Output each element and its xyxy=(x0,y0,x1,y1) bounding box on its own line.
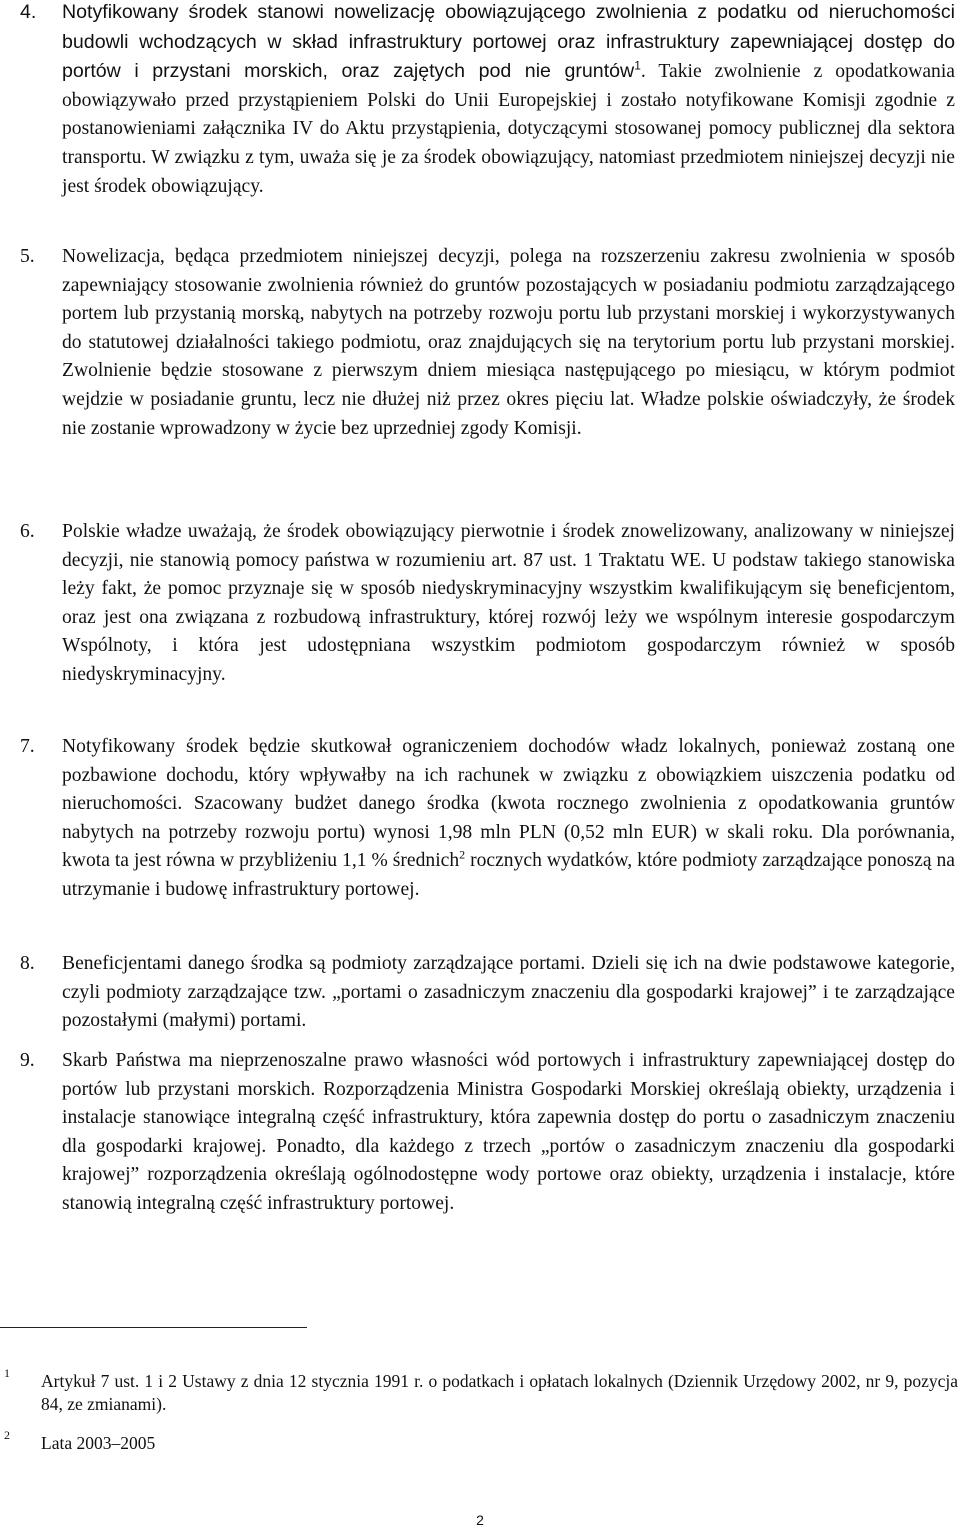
footnote-number: 1 xyxy=(4,1366,10,1380)
paragraph-6 xyxy=(20,518,955,690)
paragraph-number: 7. xyxy=(20,736,35,757)
footnote-number: 2 xyxy=(4,1428,10,1442)
paragraph-number: 5. xyxy=(20,246,35,267)
paragraph-number: 4. xyxy=(20,1,37,23)
footnote-text: Artykuł 7 ust. 1 i 2 Ustawy z dnia 12 stycznia 1991 r. o podatkach i opłatach lokalnych (Dziennik Urzędowy 2002, nr 9, pozycja 84, ze zmianami). xyxy=(41,1371,958,1414)
paragraph-text xyxy=(62,0,955,201)
footnote-separator xyxy=(0,1327,307,1328)
paragraph-text: Skarb Państwa ma nieprzenoszalne prawo własności wód portowych i infrastruktury zapewniającej dostęp do portów lub przystani morskich. Rozporządzenia Ministra Gospodarki Morskiej określają obiekty, urządzenia i instalacje stanowiące integralną część infrastruktury, która zapewnia dostęp do portu o zasadniczym znaczeniu dla gospodarki krajowej. Ponadto, dla każdego z trzech „portów o zasadniczym znaczeniu dla gospodarki krajowej” rozporządzenia określają ogólnodostępne wody portowe oraz obiekty, urządzenia i instalacje, które stanowią integralną część infrastruktury portowej. xyxy=(62,1050,955,1214)
paragraph-text-part: . Takie zwolnienie z opodatkowania obowiązywało przed przystąpieniem Polski do Unii Europejskiej i zostało notyfikowane Komisji zgodnie z postanowieniami załącznika IV do Aktu przystąpienia, dotyczącymi stosowanej pomocy publicznej dla sektora transportu. W związku z tym, uważa się je za środek obowiązujący, natomiast przedmiotem niniejszej decyzji nie jest środek obowiązujący. xyxy=(62,61,955,197)
footnote-1 xyxy=(0,1366,958,1415)
paragraph-text-part: Notyfikowany środek będzie skutkował ograniczeniem dochodów władz lokalnych, ponieważ zostaną one pozbawione dochodu, który wpływałby na ich rachunek w związku z obowiązkiem uiszczenia podatku od nieruchomości. Szacowany budżet danego środka (kwota rocznego zwolnienia z opodatkowania gruntów nabytych na potrzeby rozwoju portu) wynosi 1,98 mln PLN (0,52 mln EUR) w skali roku. Dla porównania, kwota ta jest równa w przybliżeniu 1,1 % średnich xyxy=(62,736,955,872)
paragraph-7 xyxy=(20,733,955,905)
footnote-ref[interactable]: 1 xyxy=(634,58,641,73)
paragraph-9 xyxy=(20,1047,955,1219)
paragraph-text: Beneficjentami danego środka są podmioty zarządzające portami. Dzieli się ich na dwie podstawowe kategorie, czyli podmioty zarządzające tzw. „portami o zasadniczym znaczeniu dla gospodarki krajowej” i te zarządzające pozostałymi (małymi) portami. xyxy=(62,953,955,1032)
page-number: 2 xyxy=(476,1512,484,1528)
paragraph-text: Nowelizacja, będąca przedmiotem niniejszej decyzji, polega na rozszerzeniu zakresu zwolnienia w sposób zapewniający stosowanie zwolnienia również do gruntów pozostających w posiadaniu podmiotu zarządzającego portem lub przystanią morską, nabytych na potrzeby rozwoju portu lub przystani morskiej i wykorzystywanych do statutowej działalności takiego podmiotu, oraz znajdujących się na terytorium portu lub przystani morskiej. Zwolnienie będzie stosowane z pierwszym dniem miesiąca następującego po miesiącu, w którym podmiot wejdzie w posiadanie gruntu, lecz nie dłużej niż przez okres pięciu lat. Władze polskie oświadczyły, że środek nie zostanie wprowadzony w życie bez uprzedniej zgody Komisji. xyxy=(62,246,955,439)
footnote-ref[interactable]: 2 xyxy=(459,847,466,862)
paragraph-5 xyxy=(20,243,955,443)
footnote-2 xyxy=(0,1428,958,1455)
paragraph-8 xyxy=(20,950,955,1036)
footnote-text: Lata 2003–2005 xyxy=(41,1433,156,1453)
paragraph-number: 6. xyxy=(20,521,35,542)
paragraph-number: 8. xyxy=(20,953,35,974)
paragraph-4 xyxy=(20,0,955,201)
paragraph-text-part: Notyfikowany środek stanowi nowelizację obowiązującego zwolnienia z podatku od nieruchomości budowli wchodzących w skład infrastruktury portowej oraz infrastruktury zapewniającej dostęp do portów i przystani morskich, oraz zajętych pod nie gruntów xyxy=(62,1,955,83)
paragraph-text: Polskie władze uważają, że środek obowiązujący pierwotnie i środek znowelizowany, analizowany w niniejszej decyzji, nie stanowią pomocy państwa w rozumieniu art. 87 ust. 1 Traktatu WE. U podstaw takiego stanowiska leży fakt, że pomoc przyznaje się w sposób niedyskryminacyjny wszystkim kwalifikującym się beneficjentom, oraz jest ona związana z rozbudową infrastruktury, której rozwój leży we wspólnym interesie gospodarczym Wspólnoty, i która jest udostępniana wszystkim podmiotom gospodarczym również w sposób niedyskryminacyjny. xyxy=(62,521,955,685)
paragraph-text xyxy=(62,733,955,905)
paragraph-number: 9. xyxy=(20,1050,35,1071)
paragraph-text-part: rocznych wydatków, które podmioty zarządzające ponoszą na utrzymanie i budowę infrastruktury portowej. xyxy=(62,850,956,900)
